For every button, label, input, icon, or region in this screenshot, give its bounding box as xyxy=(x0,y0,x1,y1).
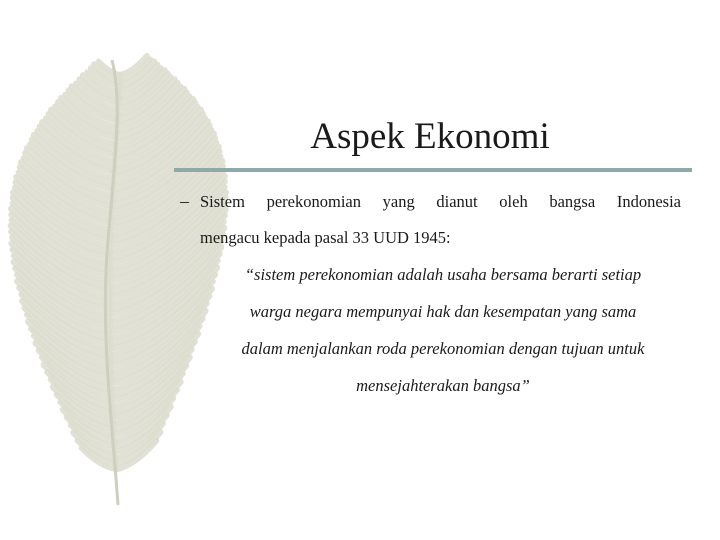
bullet-marker: – xyxy=(180,191,189,211)
quote-line-2: warga negara mempunyai hak dan kesempatan yang sama xyxy=(249,302,637,321)
quote-line-4: mensejahterakan bangsa” xyxy=(356,376,530,395)
bullet-text xyxy=(200,184,681,256)
title-divider xyxy=(174,168,692,172)
slide-title: Aspek Ekonomi xyxy=(310,116,550,157)
quote-block xyxy=(196,256,690,404)
quote-line-3: dalam menjalankan roda perekonomian dengan tujuan untuk xyxy=(241,339,645,358)
bullet-line-2: mengacu kepada pasal 33 UUD 1945: xyxy=(200,228,451,247)
quote-line-1: “sistem perekonomian adalah usaha bersama berarti setiap xyxy=(244,265,642,284)
bullet-line-1: Sistem perekonomian yang dianut oleh bangsa Indonesia xyxy=(200,192,681,211)
